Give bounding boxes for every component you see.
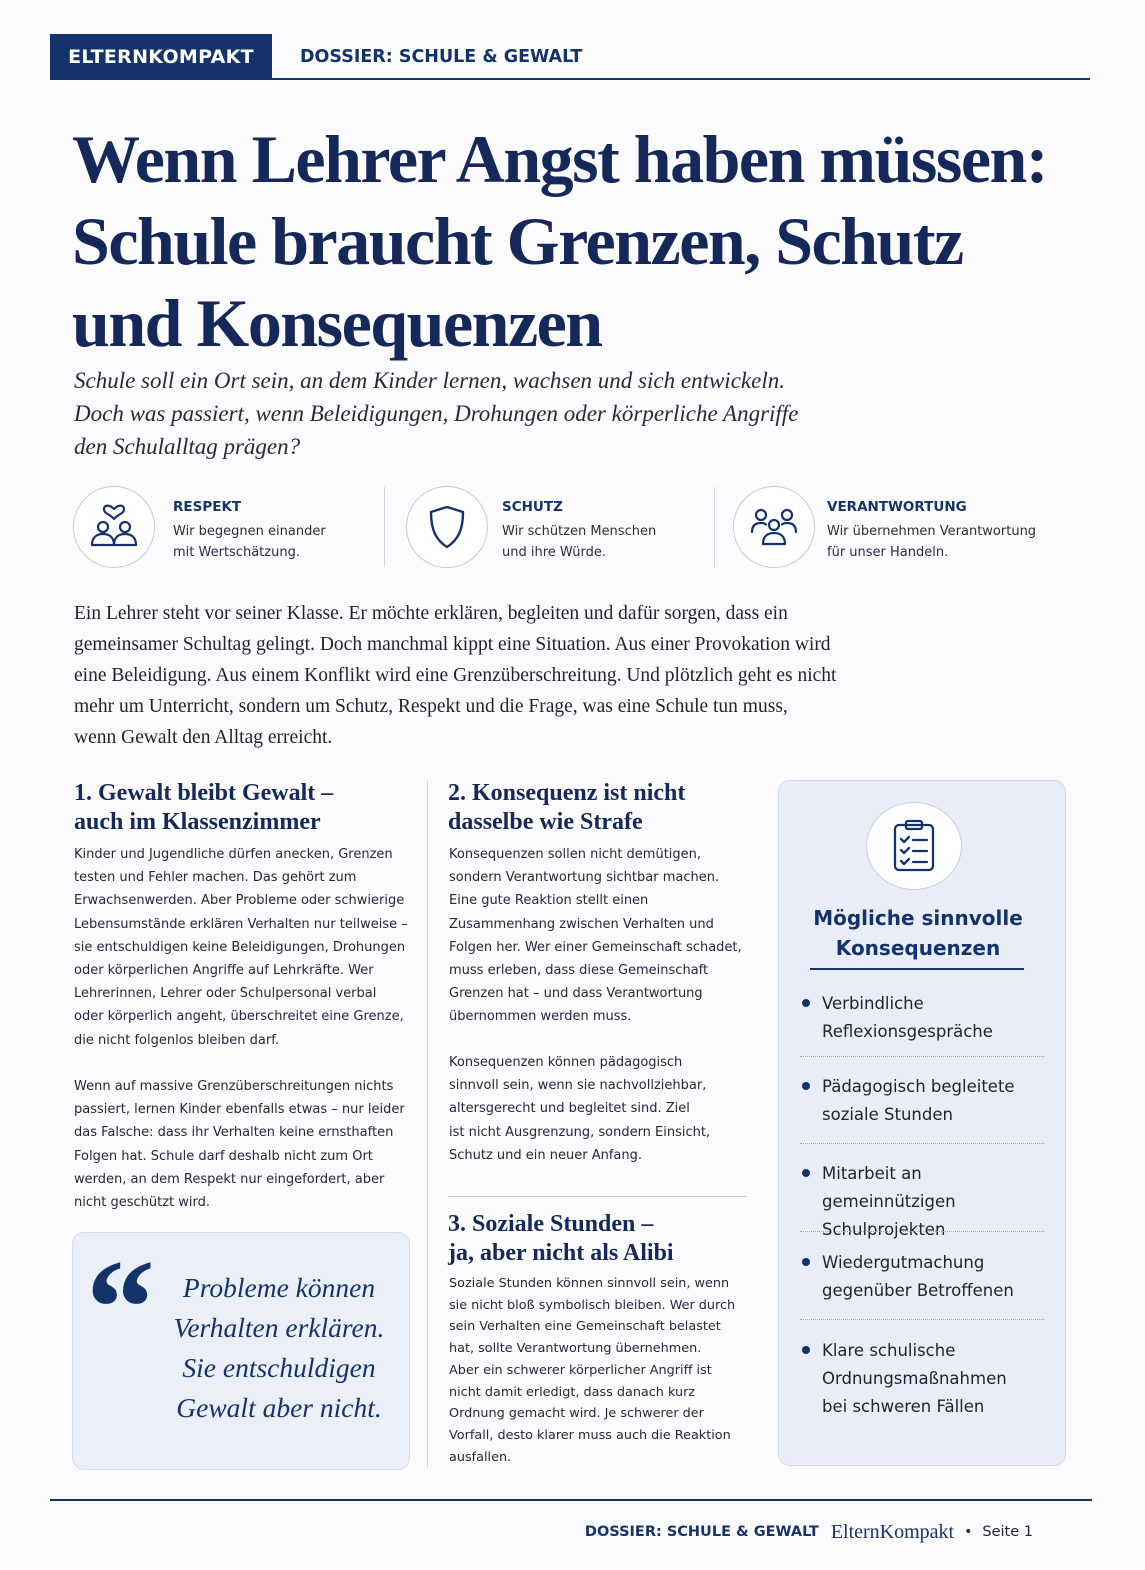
text-line: sinnvoll sein, wenn sie nachvollziehbar, [449,1078,707,1094]
quote-mark-icon: “ [86,1231,155,1384]
value-text [173,521,326,563]
text-line: nicht damit erledigt, dass danach kurz [449,1384,696,1400]
text-line: Aber ein schwerer körperlicher Angriff ist [449,1362,712,1378]
text-line: übernommen werden muss. [449,1009,632,1025]
text-line: passiert, lernen Kinder ebenfalls etwas – nur leider [74,1102,405,1118]
brand-label: ELTERNKOMPAKT [68,46,254,68]
text-line: sondern Verantwortung sichtbar machen. [449,870,720,886]
item-line: bei schweren Fällen [822,1397,985,1416]
title-line: Mögliche sinnvolle [813,906,1023,930]
footer-bullet: • [964,1524,973,1540]
lead-line: den Schulalltag prägen? [74,434,301,459]
item-line: Mitarbeit an gemeinnützigen [822,1164,956,1211]
item-line: soziale Stunden [822,1105,953,1124]
text-line: Eine gute Reaktion stellt einen [449,893,649,909]
section-label: DOSSIER: SCHULE & GEWALT [300,47,583,67]
value-text [502,521,656,563]
value-text [827,521,1036,563]
text-line: Grenzen hat – und dass Verantwortung [449,986,703,1002]
section-heading-3 [448,1210,758,1268]
item-line: gegenüber Betroffenen [822,1281,1014,1300]
item-line: Ordnungsmaßnahmen [822,1369,1007,1388]
bullet [802,1169,810,1177]
title-line: Wenn Lehrer Angst haben müssen: [72,121,1047,197]
lead-line: Schule soll ein Ort sein, an dem Kinder lernen, wachsen und sich entwickeln. [74,368,785,393]
quote-line: Verhalten erklären. [173,1312,385,1343]
dotted-divider [800,1231,1044,1232]
list-item [802,1337,1046,1421]
section-2-paragraph-2 [449,1051,759,1167]
text-line: oder körperlich angeht, überschreitet eine Grenze, [74,1009,404,1025]
clipboard-checklist-icon [866,802,962,890]
text-line: testen und Fehler machen. Das gehört zum [74,870,357,886]
title-underline [810,968,1024,970]
header-rule [50,78,1090,80]
group-icon [733,486,815,568]
heading-line: ja, aber nicht als Alibi [448,1240,674,1266]
section-heading-1 [74,779,414,837]
intro-line: gemeinsamer Schultag gelingt. Doch manchmal kippt eine Situation. Aus einer Provokation wird [74,634,831,655]
text-line: Ordnung gemacht wird. Je schwerer der [449,1406,704,1422]
brand-logo [50,34,272,80]
text-line: werden, an dem Respekt nur eingefordert, aber [74,1171,385,1187]
text-line: das Falsche: dass ihr Verhalten keine ernsthaften [74,1125,394,1141]
quote-line: Probleme können [182,1272,376,1303]
list-item-text [822,1337,1007,1421]
text-line: Lebensumstände erklären Verhalten nur teilweise – [74,916,408,932]
text-line: Zusammenhang zwischen Verhalten und [449,916,714,932]
list-item-text [822,990,993,1046]
text-line: oder körperlichen Angriffe auf Lehrkräfte. Wer [74,963,374,979]
text-line: ausfallen. [449,1449,512,1465]
people-heart-icon [73,486,155,568]
section-1-paragraph-2 [74,1075,419,1214]
text-line: Folgen her. Wer einer Gemeinschaft schadet, [449,939,742,955]
text-line: Lehrerinnen, Lehrer oder Schulpersonal verbal [74,986,377,1002]
text-line: muss erleben, dass diese Gemeinschaft [449,963,709,979]
page-footer [585,1517,1033,1547]
section-rule [448,1196,746,1197]
intro-line: wenn Gewalt den Alltag erreicht. [74,727,333,748]
value-line: Wir übernehmen Verantwortung [827,524,1037,539]
heading-line: dasselbe wie Strafe [448,809,643,835]
list-item [802,1073,1046,1129]
footer-brand: ElternKompakt [830,1520,955,1543]
text-line: sein Verhalten eine Gemeinschaft belastet [449,1319,721,1335]
section-2-paragraph-1 [449,843,759,1029]
section-heading-2 [448,779,758,837]
bullet [802,999,810,1007]
footer-rule [50,1499,1092,1501]
pull-quote [168,1268,390,1428]
footer-section: DOSSIER: SCHULE & GEWALT [584,1524,819,1540]
dotted-divider [800,1056,1044,1057]
list-item-text [822,1073,1015,1129]
text-line: Schutz und ein neuer Anfang. [449,1147,643,1163]
intro-line: eine Beleidigung. Aus einem Konflikt wird eine Grenzüberschreitung. Und plötzlich geht es nicht [74,665,837,686]
heading-line: 1. Gewalt bleibt Gewalt – [74,780,334,806]
page-header [50,34,1090,80]
consequences-title [792,903,1044,963]
text-line: die nicht folgenlos bleiben darf. [74,1032,279,1048]
bullet [802,1082,810,1090]
text-line: ist nicht Ausgrenzung, sondern Einsicht, [449,1124,711,1140]
value-line: für unser Handeln. [827,545,949,560]
heading-line: auch im Klassenzimmer [74,809,321,835]
text-line: nicht geschützt wird. [74,1195,211,1211]
text-line: Wenn auf massive Grenzüberschreitungen nichts [74,1079,394,1094]
text-line: hat, sollte Verantwortung übernehmen. [449,1341,702,1357]
value-schutz [406,486,706,568]
heading-line: 2. Konsequenz ist nicht [448,780,686,806]
page-number: Seite 1 [982,1524,1033,1540]
value-title: SCHUTZ [502,499,563,515]
title-line: Konsequenzen [835,936,1001,960]
item-line: Schulprojekten [822,1220,946,1239]
value-respekt [73,486,373,568]
value-verantwortung [733,486,1053,568]
item-line: Wiedergutmachung [822,1253,985,1272]
text-line: Konsequenzen sollen nicht demütigen, [449,847,702,862]
text-line: Soziale Stunden können sinnvoll sein, wenn [449,1276,730,1291]
text-line: Konsequenzen können pädagogisch [449,1055,683,1070]
list-item [802,990,1046,1046]
item-line: Verbindliche [822,994,924,1013]
text-line: Erwachsenwerden. Aber Probleme oder schwierige [74,893,405,909]
shield-icon [406,486,488,568]
dotted-divider [800,1319,1044,1320]
lead-text [74,364,974,463]
item-line: Pädagogisch begleitete [822,1077,1015,1096]
quote-line: Gewalt aber nicht. [176,1392,382,1423]
value-title: VERANTWORTUNG [827,499,967,515]
bullet [802,1258,810,1266]
value-line: Wir schützen Menschen [502,524,657,539]
heading-line: 3. Soziale Stunden – [448,1211,654,1237]
divider [384,487,385,567]
value-line: mit Wertschätzung. [173,545,300,560]
dotted-divider [800,1143,1044,1144]
value-line: und ihre Würde. [502,545,607,560]
value-title: RESPEKT [173,499,242,515]
item-line: Klare schulische [822,1341,956,1360]
list-item-text [822,1249,1014,1305]
title-line: und Konsequenzen [72,285,602,361]
text-line: sie nicht bloß symbolisch bleiben. Wer durch [449,1297,736,1313]
text-line: sie entschuldigen keine Beleidigungen, Drohungen [74,939,406,955]
bullet [802,1346,810,1354]
text-line: Vorfall, desto klarer muss auch die Reaktion [449,1427,731,1443]
quote-line: Sie entschuldigen [182,1352,376,1383]
intro-line: Ein Lehrer steht vor seiner Klasse. Er möchte erklären, begleiten und dafür sorgen, dass ein [74,603,788,624]
page-title [72,118,1112,364]
column-divider [427,780,428,1468]
title-line: Schule braucht Grenzen, Schutz [72,203,963,279]
intro-paragraph [74,598,934,753]
text-line: Kinder und Jugendliche dürfen anecken, Grenzen [74,847,393,862]
section-1-paragraph-1 [74,843,419,1052]
divider [714,487,715,567]
intro-line: mehr um Unterricht, sondern um Schutz, Respekt und die Frage, was eine Schule tun muss, [74,696,788,717]
text-line: Folgen hat. Schule darf deshalb nicht zum Ort [74,1148,373,1164]
text-line: altersgerecht und begleitet sind. Ziel [449,1101,690,1117]
value-line: Wir begegnen einander [173,524,326,539]
lead-line: Doch was passiert, wenn Beleidigungen, Drohungen oder körperliche Angriffe [74,401,799,426]
list-item [802,1249,1046,1305]
section-3-paragraph-1 [449,1273,759,1468]
item-line: Reflexionsgespräche [822,1022,993,1041]
